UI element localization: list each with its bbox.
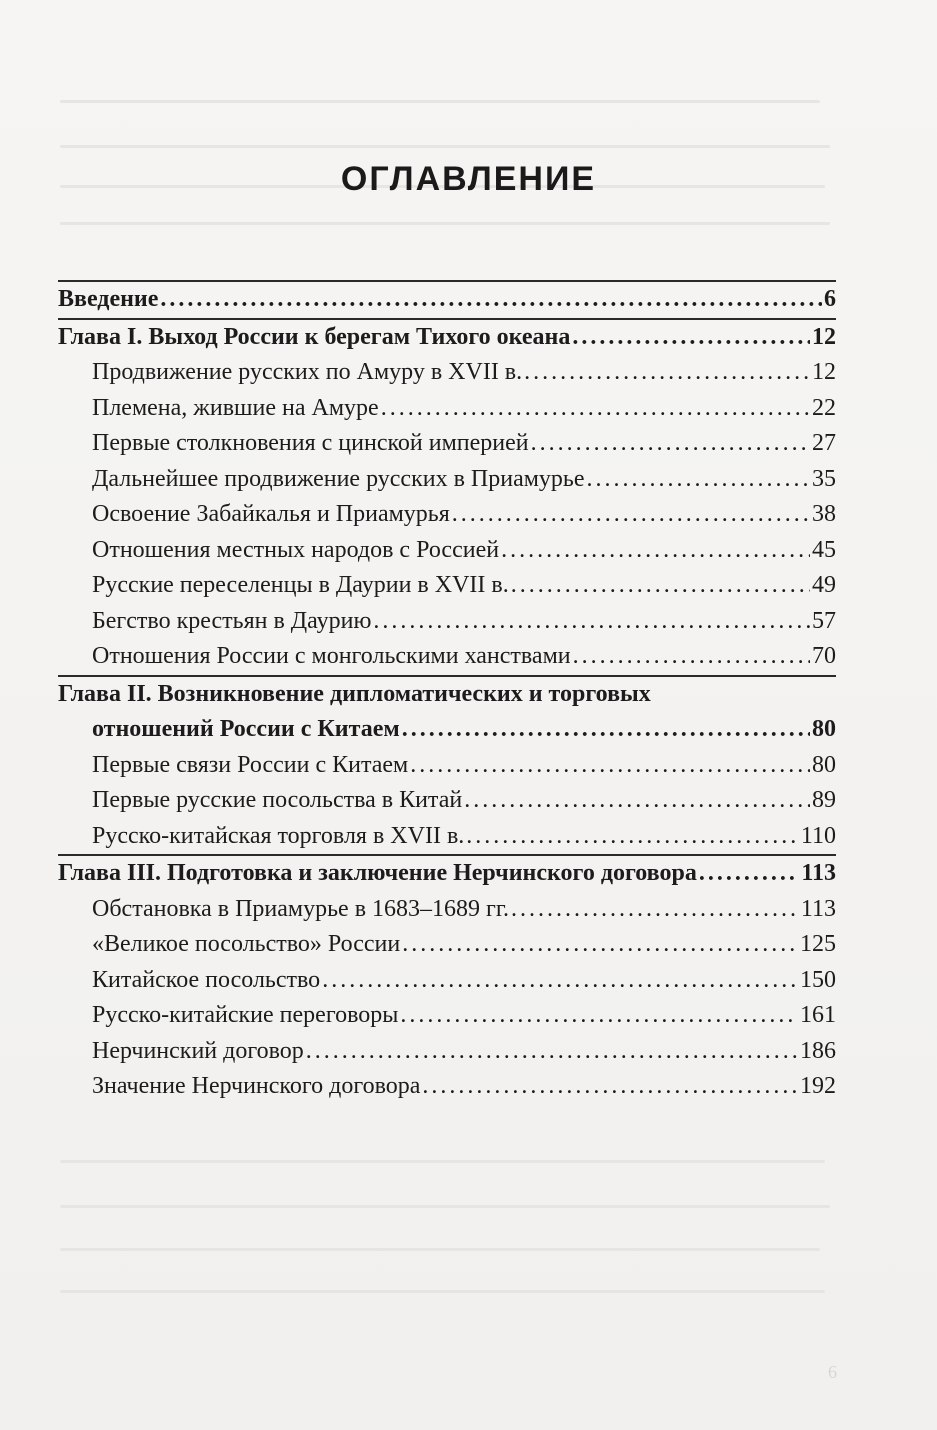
toc-entry-label: Русско-китайские переговоры bbox=[92, 1002, 399, 1028]
toc-page-number: 49 bbox=[812, 572, 836, 598]
toc-page-number: 161 bbox=[800, 1002, 836, 1028]
toc-entry-label: «Великое посольство» России bbox=[92, 931, 401, 957]
dot-leader bbox=[306, 1034, 798, 1070]
dot-leader bbox=[511, 568, 810, 604]
toc-entry-section[interactable] bbox=[58, 892, 836, 928]
toc-entry-label: Отношения местных народов с Россией bbox=[92, 536, 500, 563]
toc-entry-label: Отношения России с монгольскими ханствами bbox=[92, 643, 571, 669]
toc-page-number: 38 bbox=[812, 501, 836, 527]
toc-entry-section[interactable] bbox=[58, 748, 836, 784]
bleed-through-text bbox=[60, 100, 820, 103]
toc-page-number: 150 bbox=[800, 966, 836, 993]
toc-entry-label: Дальнейшее продвижение русских в Приамурье bbox=[92, 465, 585, 492]
toc-entry-intro[interactable] bbox=[58, 282, 836, 318]
toc-entry-section[interactable] bbox=[58, 533, 836, 569]
toc-entry-section[interactable] bbox=[58, 426, 836, 462]
dot-leader bbox=[322, 963, 798, 999]
dot-leader bbox=[381, 391, 810, 427]
dot-leader bbox=[410, 748, 810, 784]
toc-entry-section[interactable] bbox=[58, 568, 836, 604]
page-title: ОГЛАВЛЕНИЕ bbox=[340, 160, 597, 198]
toc-entry-label: Бегство крестьян в Даурию bbox=[92, 607, 372, 634]
toc-page-number: 57 bbox=[812, 607, 836, 634]
dot-leader bbox=[524, 355, 810, 391]
toc-page-number: 6 bbox=[824, 286, 836, 312]
toc-page-number: 110 bbox=[800, 822, 836, 849]
dot-leader bbox=[402, 712, 810, 748]
toc-entry-label: Глава I. Выход России к берегам Тихого океана bbox=[58, 323, 571, 350]
toc-entry-section[interactable] bbox=[58, 462, 836, 498]
toc-entry-label: Первые русские посольства в Китай bbox=[92, 787, 463, 813]
toc-entry-chapter-2[interactable] bbox=[58, 712, 836, 748]
dot-leader bbox=[160, 282, 822, 318]
toc-page-number: 12 bbox=[812, 323, 836, 350]
toc-page-number: 70 bbox=[812, 643, 836, 669]
dot-leader bbox=[452, 497, 810, 533]
toc-entry-label: Первые столкновения с цинской империей bbox=[92, 430, 529, 456]
toc-entry-section[interactable] bbox=[58, 1034, 836, 1070]
toc-entry-label: Китайское посольство bbox=[92, 966, 321, 993]
toc-page-number: 27 bbox=[812, 430, 836, 456]
dot-leader bbox=[501, 533, 810, 569]
dot-leader bbox=[373, 604, 810, 640]
toc-page-number: 80 bbox=[812, 716, 836, 742]
toc-entry-label: Освоение Забайкалья и Приамурья bbox=[92, 501, 450, 527]
toc-page-number: 113 bbox=[801, 860, 836, 886]
toc-entry-label: Русские переселенцы в Даурии в XVII в. bbox=[92, 572, 509, 598]
toc-entry-label: отношений России с Китаем bbox=[92, 716, 400, 742]
dot-leader bbox=[572, 320, 810, 356]
dot-leader bbox=[400, 998, 798, 1034]
dot-leader bbox=[531, 426, 810, 462]
dot-leader bbox=[464, 783, 810, 819]
toc-entry-section[interactable] bbox=[58, 639, 836, 675]
toc-entry-section[interactable] bbox=[58, 819, 836, 855]
dot-leader bbox=[402, 927, 798, 963]
toc-chapter-2-title-line[interactable]: Глава II. Возникновение дипломатических и торговых bbox=[58, 680, 651, 707]
toc-entry-section[interactable] bbox=[58, 998, 836, 1034]
toc-page-number: 35 bbox=[812, 465, 836, 492]
toc-entry-label: Обстановка в Приамурье в 1683–1689 гг. bbox=[92, 895, 510, 922]
toc-group-intro bbox=[58, 282, 836, 320]
toc-page-number: 113 bbox=[800, 895, 836, 922]
dot-leader bbox=[573, 639, 810, 675]
dot-leader bbox=[587, 462, 810, 498]
toc-page-number: 125 bbox=[800, 931, 836, 957]
bleed-through-text bbox=[60, 1290, 825, 1293]
toc-entry-section[interactable] bbox=[58, 963, 836, 999]
toc-entry-label: Продвижение русских по Амуру в XVII в. bbox=[92, 359, 523, 385]
table-of-contents bbox=[58, 282, 836, 1105]
toc-page-number: 80 bbox=[812, 751, 836, 778]
toc-entry-label: Племена, жившие на Амуре bbox=[92, 394, 379, 421]
toc-entry-section[interactable] bbox=[58, 1069, 836, 1105]
toc-group-chapter-2 bbox=[58, 677, 836, 857]
toc-entry-chapter-1[interactable] bbox=[58, 320, 836, 356]
toc-entry-chapter-3[interactable] bbox=[58, 856, 836, 892]
dot-leader bbox=[511, 892, 799, 928]
toc-entry-section[interactable] bbox=[58, 391, 836, 427]
toc-entry-label: Введение bbox=[58, 286, 159, 312]
bleed-through-text bbox=[60, 1160, 825, 1163]
dot-leader bbox=[466, 819, 799, 855]
toc-entry-label: Первые связи России с Китаем bbox=[92, 751, 409, 778]
toc-entry-label: Русско-китайская торговля в XVII в. bbox=[92, 822, 465, 849]
toc-page-number: 12 bbox=[812, 359, 836, 385]
toc-page-number: 45 bbox=[812, 536, 836, 563]
toc-page-number: 89 bbox=[812, 787, 836, 813]
toc-page-number: 186 bbox=[800, 1037, 836, 1064]
dot-leader bbox=[699, 856, 800, 892]
dot-leader bbox=[422, 1069, 798, 1105]
bleed-through-text bbox=[60, 145, 830, 148]
toc-entry-section[interactable] bbox=[58, 927, 836, 963]
toc-entry-section[interactable] bbox=[58, 604, 836, 640]
toc-entry-label: Нерчинский договор bbox=[92, 1037, 304, 1064]
toc-entry-label: Глава III. Подготовка и заключение Нерчинского договора bbox=[58, 860, 697, 886]
toc-page-number: 22 bbox=[812, 394, 836, 421]
toc-entry-section[interactable] bbox=[58, 355, 836, 391]
page-number: 6 bbox=[828, 1362, 837, 1382]
toc-group-chapter-3 bbox=[58, 856, 836, 1105]
toc-entry-section[interactable] bbox=[58, 783, 836, 819]
bleed-through-text bbox=[60, 1248, 820, 1251]
bleed-through-text bbox=[60, 1205, 830, 1208]
toc-group-chapter-1 bbox=[58, 320, 836, 677]
toc-entry-label: Значение Нерчинского договора bbox=[92, 1073, 421, 1099]
bleed-through-text bbox=[60, 222, 830, 225]
toc-entry-section[interactable] bbox=[58, 497, 836, 533]
toc-page-number: 192 bbox=[800, 1073, 836, 1099]
